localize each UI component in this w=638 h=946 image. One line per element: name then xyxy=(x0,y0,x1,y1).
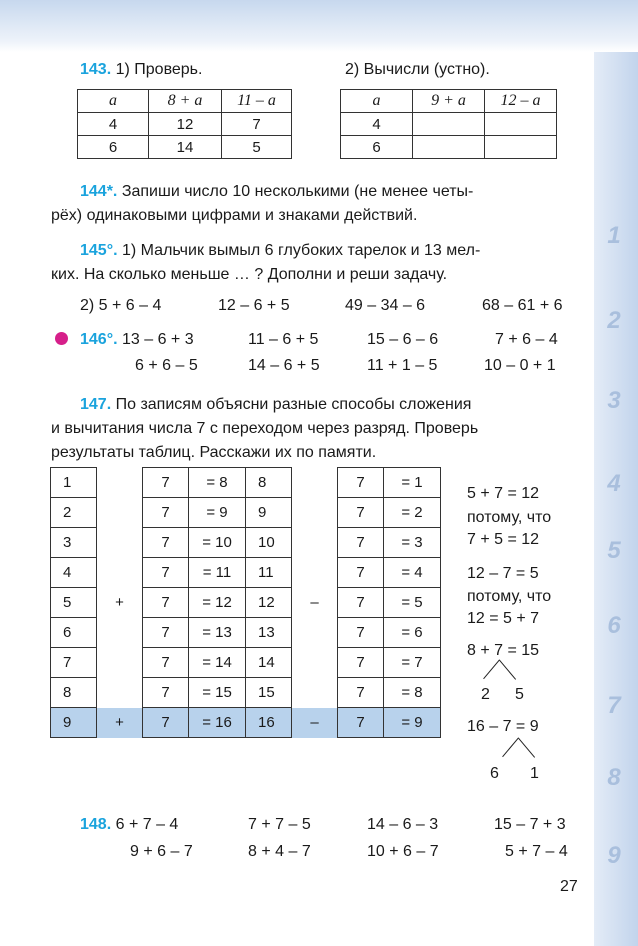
table-cell: = 11 xyxy=(189,558,246,588)
side-tab-1: 1 xyxy=(607,222,621,249)
table-cell: 7 xyxy=(143,618,189,648)
expression: 2) 5 + 6 – 4 xyxy=(80,297,162,314)
top-band xyxy=(0,0,638,52)
table-cell: 7 xyxy=(143,468,189,498)
table-cell: 14 xyxy=(149,136,222,159)
table-cell: 7 xyxy=(338,618,384,648)
table-cell: 15 xyxy=(246,678,292,708)
expression: 14 – 6 – 3 xyxy=(367,816,439,833)
expression: 6 + 6 – 5 xyxy=(135,357,198,374)
table-cell: = 15 xyxy=(189,678,246,708)
table-cell: 7 xyxy=(338,558,384,588)
table-cell: 6 xyxy=(78,136,149,159)
expression: 11 + 1 – 5 xyxy=(367,357,438,374)
table-cell: 7 xyxy=(222,113,292,136)
expression: 15 – 6 – 6 xyxy=(367,331,439,348)
table-cell: – xyxy=(310,594,319,611)
table-cell: = 4 xyxy=(384,558,441,588)
exercise-147-line2: и вычитания числа 7 с переходом через разряд. Проверь xyxy=(51,420,479,437)
page-number: 27 xyxy=(560,878,578,895)
table-cell: 12 xyxy=(246,588,292,618)
table-cell: 1 xyxy=(51,468,97,498)
table-cell xyxy=(97,528,143,558)
table-row xyxy=(51,558,441,588)
side-note: 5 + 7 = 12 xyxy=(467,485,540,502)
exercise-144-line1 xyxy=(80,182,473,202)
exercise-number: 144*. xyxy=(80,183,118,200)
table-cell: 2 xyxy=(51,498,97,528)
split-part: 5 xyxy=(515,686,524,703)
table-cell xyxy=(292,468,338,498)
table-row xyxy=(51,648,441,678)
table-header: 9 + a xyxy=(413,90,485,113)
table-cell: 3 xyxy=(51,528,97,558)
table-cell: 6 xyxy=(341,136,413,159)
table-cell: = 3 xyxy=(384,528,441,558)
table-cell xyxy=(485,136,557,159)
expression: 10 + 6 – 7 xyxy=(367,843,439,860)
expression: 11 – 6 + 5 xyxy=(248,331,319,348)
split-line xyxy=(499,660,516,680)
side-note: 16 – 7 = 9 xyxy=(467,718,539,735)
exercise-147-line1 xyxy=(80,395,471,415)
split-part: 1 xyxy=(530,765,539,782)
expression: 15 – 7 + 3 xyxy=(494,816,566,833)
side-tab-4: 4 xyxy=(607,470,621,497)
table-cell xyxy=(97,678,143,708)
exercise-144-line2: рёх) одинаковыми цифрами и знаками действий. xyxy=(51,207,418,224)
table-cell: 11 xyxy=(246,558,292,588)
side-note: 12 – 7 = 5 xyxy=(467,565,539,582)
exercise-number: 143. xyxy=(80,61,112,78)
marker-dot xyxy=(55,332,68,345)
table-cell: 7 xyxy=(338,708,384,738)
split-line xyxy=(483,659,500,679)
text: По записям объясни разные способы сложения xyxy=(115,396,472,413)
table-cell: 7 xyxy=(143,498,189,528)
exercise-145-line1 xyxy=(80,241,480,261)
exercise-number: 146°. xyxy=(80,331,118,348)
table-cell: 12 xyxy=(149,113,222,136)
table-header: a xyxy=(341,90,413,113)
side-tab-9: 9 xyxy=(607,842,621,869)
expression: 7 + 7 – 5 xyxy=(248,816,311,833)
table-cell xyxy=(97,558,143,588)
table-cell: 7 xyxy=(51,648,97,678)
expression: 68 – 61 + 6 xyxy=(482,297,563,314)
table-cell: 8 xyxy=(246,468,292,498)
side-tab-7: 7 xyxy=(607,692,621,719)
expression: 13 – 6 + 3 xyxy=(122,331,194,348)
table-cell: = 5 xyxy=(384,588,441,618)
table-cell: 7 xyxy=(143,648,189,678)
task-1-title: 1) Проверь. xyxy=(115,61,203,78)
table-cell xyxy=(97,498,143,528)
table-cell: 7 xyxy=(143,708,189,738)
table-cell: 7 xyxy=(338,588,384,618)
side-tab-strip xyxy=(594,52,638,946)
table-cell: 8 xyxy=(51,678,97,708)
table-row xyxy=(51,528,441,558)
table-cell: = 12 xyxy=(189,588,246,618)
table-cell: 14 xyxy=(246,648,292,678)
table-header: a xyxy=(78,90,149,113)
table-cell: 7 xyxy=(143,678,189,708)
table-cell xyxy=(97,468,143,498)
expression: 5 + 7 – 4 xyxy=(505,843,568,860)
table-cell: – xyxy=(292,708,338,738)
exercise-146-row1 xyxy=(80,330,194,350)
side-note: потому, что xyxy=(467,588,552,605)
split-line xyxy=(518,738,535,758)
table-cell: = 9 xyxy=(384,708,441,738)
table-row xyxy=(51,468,441,498)
table-cell: 4 xyxy=(78,113,149,136)
side-note: 8 + 7 = 15 xyxy=(467,642,540,659)
table-cell: 7 xyxy=(143,558,189,588)
table-row xyxy=(51,708,441,738)
expression: 9 + 6 – 7 xyxy=(130,843,193,860)
table-row xyxy=(51,588,441,618)
table-cell: + xyxy=(97,708,143,738)
table-cell xyxy=(413,136,485,159)
check-table xyxy=(77,89,292,159)
exercise-number: 145°. xyxy=(80,242,118,259)
table-cell: = 1 xyxy=(384,468,441,498)
side-tab-8: 8 xyxy=(607,764,621,791)
table-cell: 9 xyxy=(246,498,292,528)
table-cell: 9 xyxy=(51,708,97,738)
table-cell xyxy=(292,678,338,708)
exercise-143-header xyxy=(80,60,202,80)
split-line xyxy=(502,737,519,757)
table-cell xyxy=(292,618,338,648)
expression: 14 – 6 + 5 xyxy=(248,357,320,374)
table-cell: = 13 xyxy=(189,618,246,648)
table-cell: 16 xyxy=(246,708,292,738)
table-cell: + xyxy=(115,594,124,611)
expression: 6 + 7 – 4 xyxy=(115,816,179,833)
table-cell xyxy=(292,558,338,588)
expression: 12 – 6 + 5 xyxy=(218,297,290,314)
table-cell: = 8 xyxy=(384,678,441,708)
table-cell: = 9 xyxy=(189,498,246,528)
table-cell xyxy=(485,113,557,136)
table-row xyxy=(51,678,441,708)
table-cell: = 8 xyxy=(189,468,246,498)
table-cell xyxy=(292,648,338,678)
expression: 7 + 6 – 4 xyxy=(495,331,558,348)
expression: 8 + 4 – 7 xyxy=(248,843,311,860)
addition-subtraction-table xyxy=(50,467,441,738)
side-tab-3: 3 xyxy=(607,387,621,414)
table-cell: 7 xyxy=(338,648,384,678)
expression: 10 – 0 + 1 xyxy=(484,357,556,374)
table-cell xyxy=(97,618,143,648)
split-part: 2 xyxy=(481,686,490,703)
table-cell: 7 xyxy=(338,528,384,558)
exercise-147-line3: результаты таблиц. Расскажи их по памяти. xyxy=(51,444,377,461)
table-cell xyxy=(413,113,485,136)
table-cell xyxy=(97,648,143,678)
table-cell: = 2 xyxy=(384,498,441,528)
table-row xyxy=(51,498,441,528)
table-cell: 5 xyxy=(51,588,97,618)
table-cell: 13 xyxy=(246,618,292,648)
table-cell: 7 xyxy=(143,588,189,618)
table-cell: 6 xyxy=(51,618,97,648)
table-cell: = 10 xyxy=(189,528,246,558)
compute-table xyxy=(340,89,557,159)
table-cell: 7 xyxy=(338,678,384,708)
table-header: 11 – a xyxy=(222,90,292,113)
table-cell: = 14 xyxy=(189,648,246,678)
table-header: 8 + a xyxy=(149,90,222,113)
side-tab-5: 5 xyxy=(607,537,621,564)
table-cell: 7 xyxy=(338,498,384,528)
table-cell: 4 xyxy=(51,558,97,588)
side-note: потому, что xyxy=(467,509,552,526)
table-cell xyxy=(292,528,338,558)
table-cell: 5 xyxy=(222,136,292,159)
table-cell xyxy=(292,498,338,528)
side-note: 7 + 5 = 12 xyxy=(467,531,540,548)
exercise-number: 147. xyxy=(80,396,112,413)
table-cell: 7 xyxy=(143,528,189,558)
exercise-145-line2: ких. На сколько меньше … ? Дополни и реши задачу. xyxy=(51,266,448,283)
table-cell: 4 xyxy=(341,113,413,136)
table-row xyxy=(51,618,441,648)
table-cell: = 6 xyxy=(384,618,441,648)
text: Запиши число 10 несколькими (не менее четы- xyxy=(121,183,474,200)
exercise-number: 148. xyxy=(80,816,112,833)
text: 1) Мальчик вымыл 6 глубоких тарелок и 13 мел- xyxy=(122,242,481,259)
table-cell: = 16 xyxy=(189,708,246,738)
table-cell: 10 xyxy=(246,528,292,558)
side-tab-6: 6 xyxy=(607,612,621,639)
side-tab-2: 2 xyxy=(607,307,621,334)
side-note: 12 = 5 + 7 xyxy=(467,610,540,627)
table-header: 12 – a xyxy=(485,90,557,113)
split-part: 6 xyxy=(490,765,499,782)
table-cell: 7 xyxy=(338,468,384,498)
task-2-title: 2) Вычисли (устно). xyxy=(345,61,490,78)
exercise-148-row1 xyxy=(80,815,178,835)
table-cell: = 7 xyxy=(384,648,441,678)
expression: 49 – 34 – 6 xyxy=(345,297,426,314)
